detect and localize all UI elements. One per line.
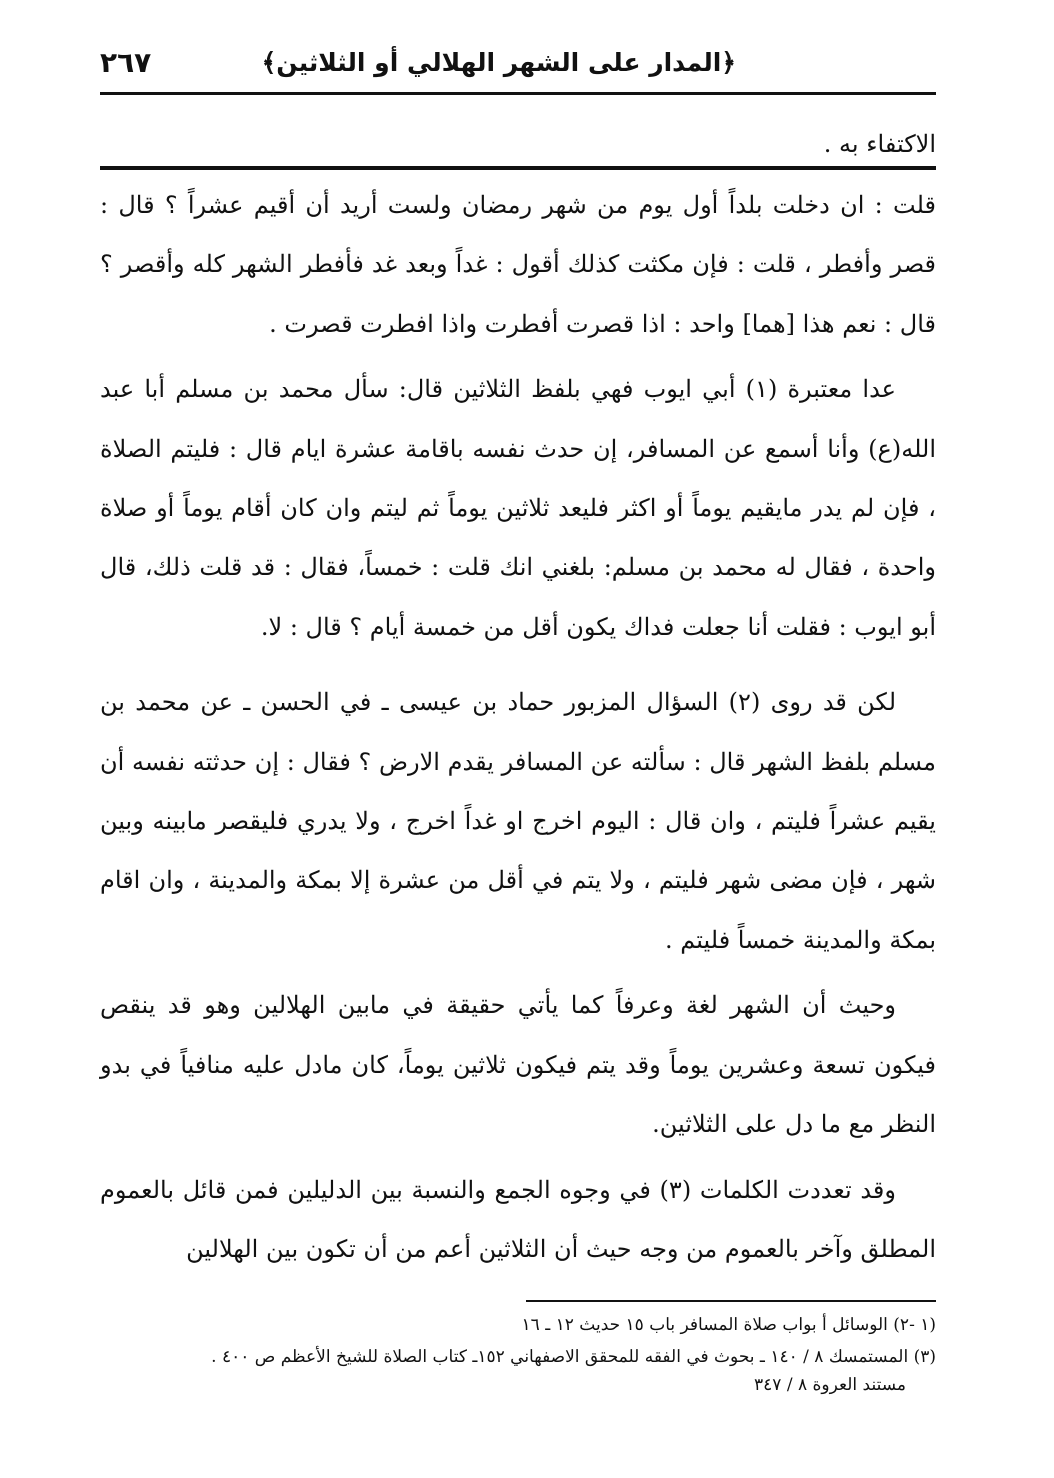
header-rule xyxy=(100,92,936,95)
chapter-title: ﴿المدار على الشهر الهلالي أو الثلاثين﴾ xyxy=(261,47,736,77)
body-text xyxy=(100,176,936,1279)
paragraph-hammad-narration: لكن قد روى (٢) السؤال المزبور حماد بن عيسى ـ في الحسن ـ عن محمد بن مسلم بلفظ الشهر قال : سألته عن المسافر يقدم الارض ؟ فقال : إن حدثته نفسه أن يقيم عشراً فليتم ، وان قال : اليوم اخرج او غداً اخرج ، ولا يدري فليقصر مابينه وبين شهر ، فإن مضى شهر فليتم ، ولا يتم في أقل من عشرة إلا بمكة والمدينة ، وان اقام بمكة والمدينة خمساً فليتم . xyxy=(100,688,936,954)
section-divider-rule xyxy=(100,166,936,170)
paragraph-abu-ayyub: عدا معتبرة (١) أبي ايوب فهي بلفظ الثلاثين قال: سأل محمد بن مسلم أبا عبد الله(ع) وأنا أسمع عن المسافر، إن حدث نفسه باقامة عشرة ايام قال : فليتم الصلاة ، فإن لم يدر مايقيم يوماً أو اكثر فليعد ثلاثين يوماً ثم ليتم وان كان أقام يوماً أو صلاة واحدة ، فقال له محمد بن مسلم: بلغني انك قلت : خمساً، فقال : قد قلت ذلك، قال أبو ايوب : فقلت أنا جعلت فداك يكون أقل من خمسة أيام ؟ قال : لا. xyxy=(100,375,936,641)
footnote-3-continuation: مستند العروة ٨ / ٣٤٧ xyxy=(754,1375,906,1395)
continued-footnote-text: الاكتفاء به . xyxy=(823,130,936,158)
page-number: ٢٦٧ xyxy=(100,45,152,79)
footnotes xyxy=(100,1312,936,1398)
paragraph-lunar-month: وحيث أن الشهر لغة وعرفاً كما يأتي حقيقة في مابين الهلالين وهو قد ينقص فيكون تسعة وعشرين يوماً وقد يتم فيكون ثلاثين يوماً، كان مادل عليه منافياً في بدو النظر مع ما دل على الثلاثين. xyxy=(100,991,936,1139)
footnote-separator xyxy=(526,1300,936,1302)
paragraph-reconciliation: وقد تعددت الكلمات (٣) في وجوه الجمع والنسبة بين الدليلين فمن قائل بالعموم المطلق وآخر بالعموم من وجه حيث أن الثلاثين أعم من أن تكون بين الهلالين xyxy=(100,1175,936,1263)
paragraph-quote-qasr: قلت : ان دخلت بلداً أول يوم من شهر رمضان ولست أريد أن أقيم عشراً ؟ قال : قصر وأفطر ، قلت : فإن مكثت كذلك أقول : غداً وبعد غد فأفطر الشهر كله وأقصر ؟ قال : نعم هذا [هما] واحد : اذا قصرت أفطرت واذا افطرت قصرت . xyxy=(100,191,936,338)
footnote-1-2: (١ -٢) الوسائل أ بواب صلاة المسافر باب ١٥ حديث ١٢ ـ ١٦ xyxy=(521,1315,936,1335)
footnote-3: (٣) المستمسك ٨ / ١٤٠ ـ بحوث في الفقه للمحقق الاصفهاني ١٥٢ـ كتاب الصلاة للشيخ الأعظم ص ٤٠٠ . xyxy=(211,1347,936,1367)
book-page xyxy=(100,30,936,1450)
running-header xyxy=(100,40,936,84)
